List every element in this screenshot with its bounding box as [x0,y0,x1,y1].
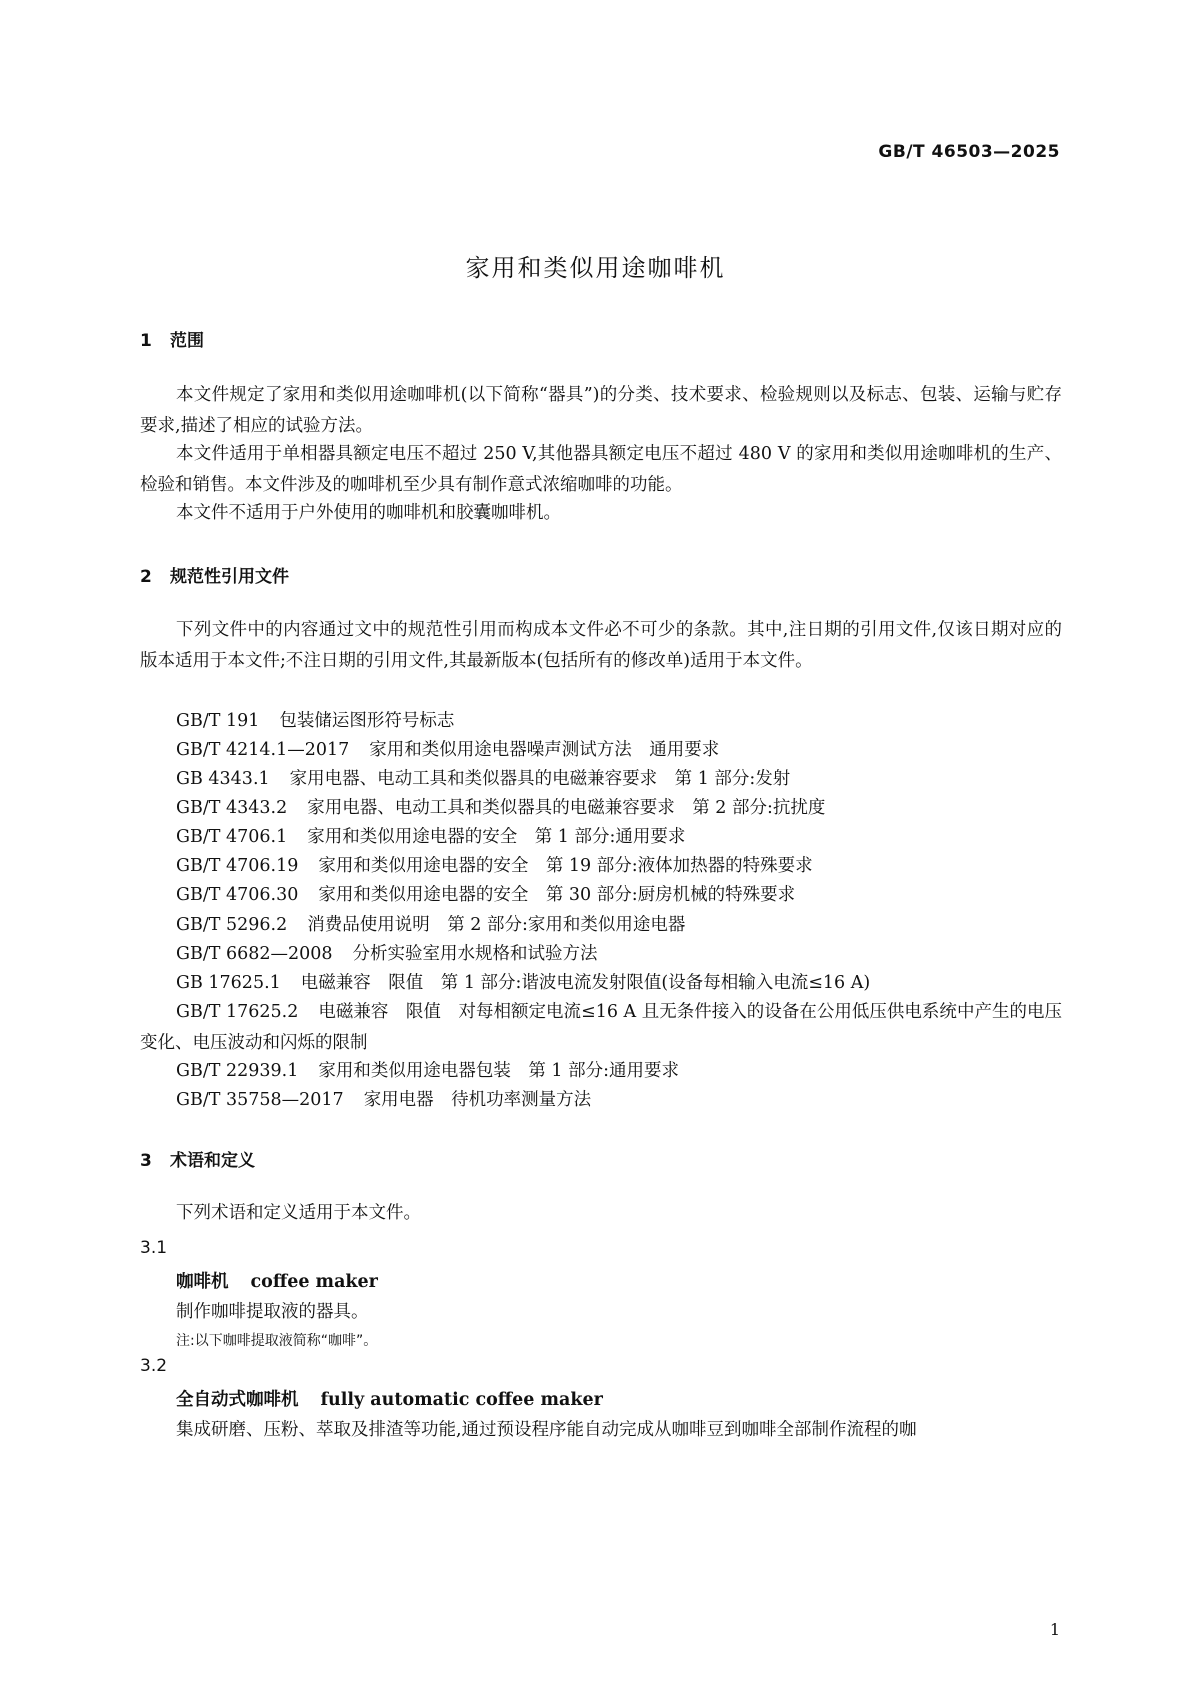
reference-code: GB/T 5296.2 [176,915,288,935]
reference-item [176,851,813,882]
reference-item [176,1085,591,1116]
reference-title: 电磁兼容 限值 对每相额定电流≤16 A 且无条件接入的设备在公用低压供电系统中产生的电压变化、电压波动和闪烁的限制 [140,1002,1062,1053]
reference-title: 包装储运图形符号标志 [279,711,455,731]
reference-title: 家用和类似用途电器包装 第 1 部分:通用要求 [318,1061,679,1081]
reference-item [176,939,598,970]
page-number: 1 [1049,1620,1060,1639]
reference-item [176,822,685,853]
reference-item [140,997,1062,1059]
reference-title: 电磁兼容 限值 第 1 部分:谐波电流发射限值(设备每相输入电流≤16 A) [300,973,871,993]
section-title: 术语和定义 [170,1151,255,1171]
document-title: 家用和类似用途咖啡机 [465,254,726,282]
reference-code: GB/T 4214.1—2017 [176,740,350,760]
reference-code: GB/T 4706.1 [176,827,288,847]
section-title: 范围 [170,331,204,351]
reference-item [176,764,790,795]
reference-item [176,706,454,737]
section-3-heading [140,1146,255,1171]
reference-item [176,968,870,999]
section-1-paragraph: 本文件适用于单相器具额定电压不超过 250 V,其他器具额定电压不超过 480 V 的家用和类似用途咖啡机的生产、检验和销售。本文件涉及的咖啡机至少具有制作意式浓缩咖啡的功能。 [140,444,1062,495]
reference-code: GB/T 4343.2 [176,798,288,818]
section-1-paragraph: 本文件规定了家用和类似用途咖啡机(以下简称“器具”)的分类、技术要求、检验规则以及标志、包装、运输与贮存要求,描述了相应的试验方法。 [140,385,1062,436]
section-2-intro: 下列文件中的内容通过文中的规范性引用而构成本文件必不可少的条款。其中,注日期的引用文件,仅该日期对应的版本适用于本文件;不注日期的引用文件,其最新版本(包括所有的修改单)适用于本文件。 [140,620,1062,671]
section-number: 2 [140,567,152,587]
reference-code: GB/T 4706.19 [176,856,299,876]
term-zh: 咖啡机 [176,1272,229,1292]
reference-title: 家用和类似用途电器的安全 第 30 部分:厨房机械的特殊要求 [318,885,796,905]
section-title: 规范性引用文件 [170,567,289,587]
reference-code: GB/T 191 [176,711,260,731]
reference-code: GB/T 22939.1 [176,1061,299,1081]
term-note: 注:以下咖啡提取液简称“咖啡”。 [176,1333,378,1349]
term-number: 3.1 [140,1238,168,1258]
section-3-intro: 下列术语和定义适用于本文件。 [176,1203,421,1223]
reference-code: GB/T 17625.2 [176,1002,299,1022]
section-1-heading [140,326,204,351]
reference-title: 分析实验室用水规格和试验方法 [352,944,598,964]
term-name [176,1268,378,1293]
reference-code: GB/T 4706.30 [176,885,299,905]
term-number: 3.2 [140,1356,168,1376]
reference-title: 家用和类似用途电器的安全 第 1 部分:通用要求 [307,827,686,847]
reference-item [176,735,719,766]
term-definition: 集成研磨、压粉、萃取及排渣等功能,通过预设程序能自动完成从咖啡豆到咖啡全部制作流程的咖 [176,1420,917,1440]
reference-code: GB/T 6682—2008 [176,944,333,964]
reference-title: 家用和类似用途电器的安全 第 19 部分:液体加热器的特殊要求 [318,856,813,876]
reference-title: 家用电器 待机功率测量方法 [363,1090,592,1110]
reference-code: GB 17625.1 [176,973,281,993]
term-en: fully automatic coffee maker [320,1390,603,1410]
term-en: coffee maker [250,1272,378,1292]
term-definition: 制作咖啡提取液的器具。 [176,1302,369,1322]
reference-item [176,880,795,911]
term-zh: 全自动式咖啡机 [176,1390,299,1410]
section-number: 1 [140,331,152,351]
reference-title: 家用和类似用途电器噪声测试方法 通用要求 [369,740,720,760]
reference-code: GB 4343.1 [176,769,270,789]
section-number: 3 [140,1151,152,1171]
reference-title: 消费品使用说明 第 2 部分:家用和类似用途电器 [307,915,686,935]
reference-code: GB/T 35758—2017 [176,1090,344,1110]
reference-title: 家用电器、电动工具和类似器具的电磁兼容要求 第 2 部分:抗扰度 [307,798,826,818]
reference-title: 家用电器、电动工具和类似器具的电磁兼容要求 第 1 部分:发射 [289,769,791,789]
section-2-heading [140,562,289,587]
section-1-paragraph: 本文件不适用于户外使用的咖啡机和胶囊咖啡机。 [176,503,561,523]
reference-item [176,1056,679,1087]
reference-item [176,793,825,824]
reference-item [176,910,685,941]
standard-code: GB/T 46503—2025 [878,142,1060,162]
term-name [176,1386,603,1411]
